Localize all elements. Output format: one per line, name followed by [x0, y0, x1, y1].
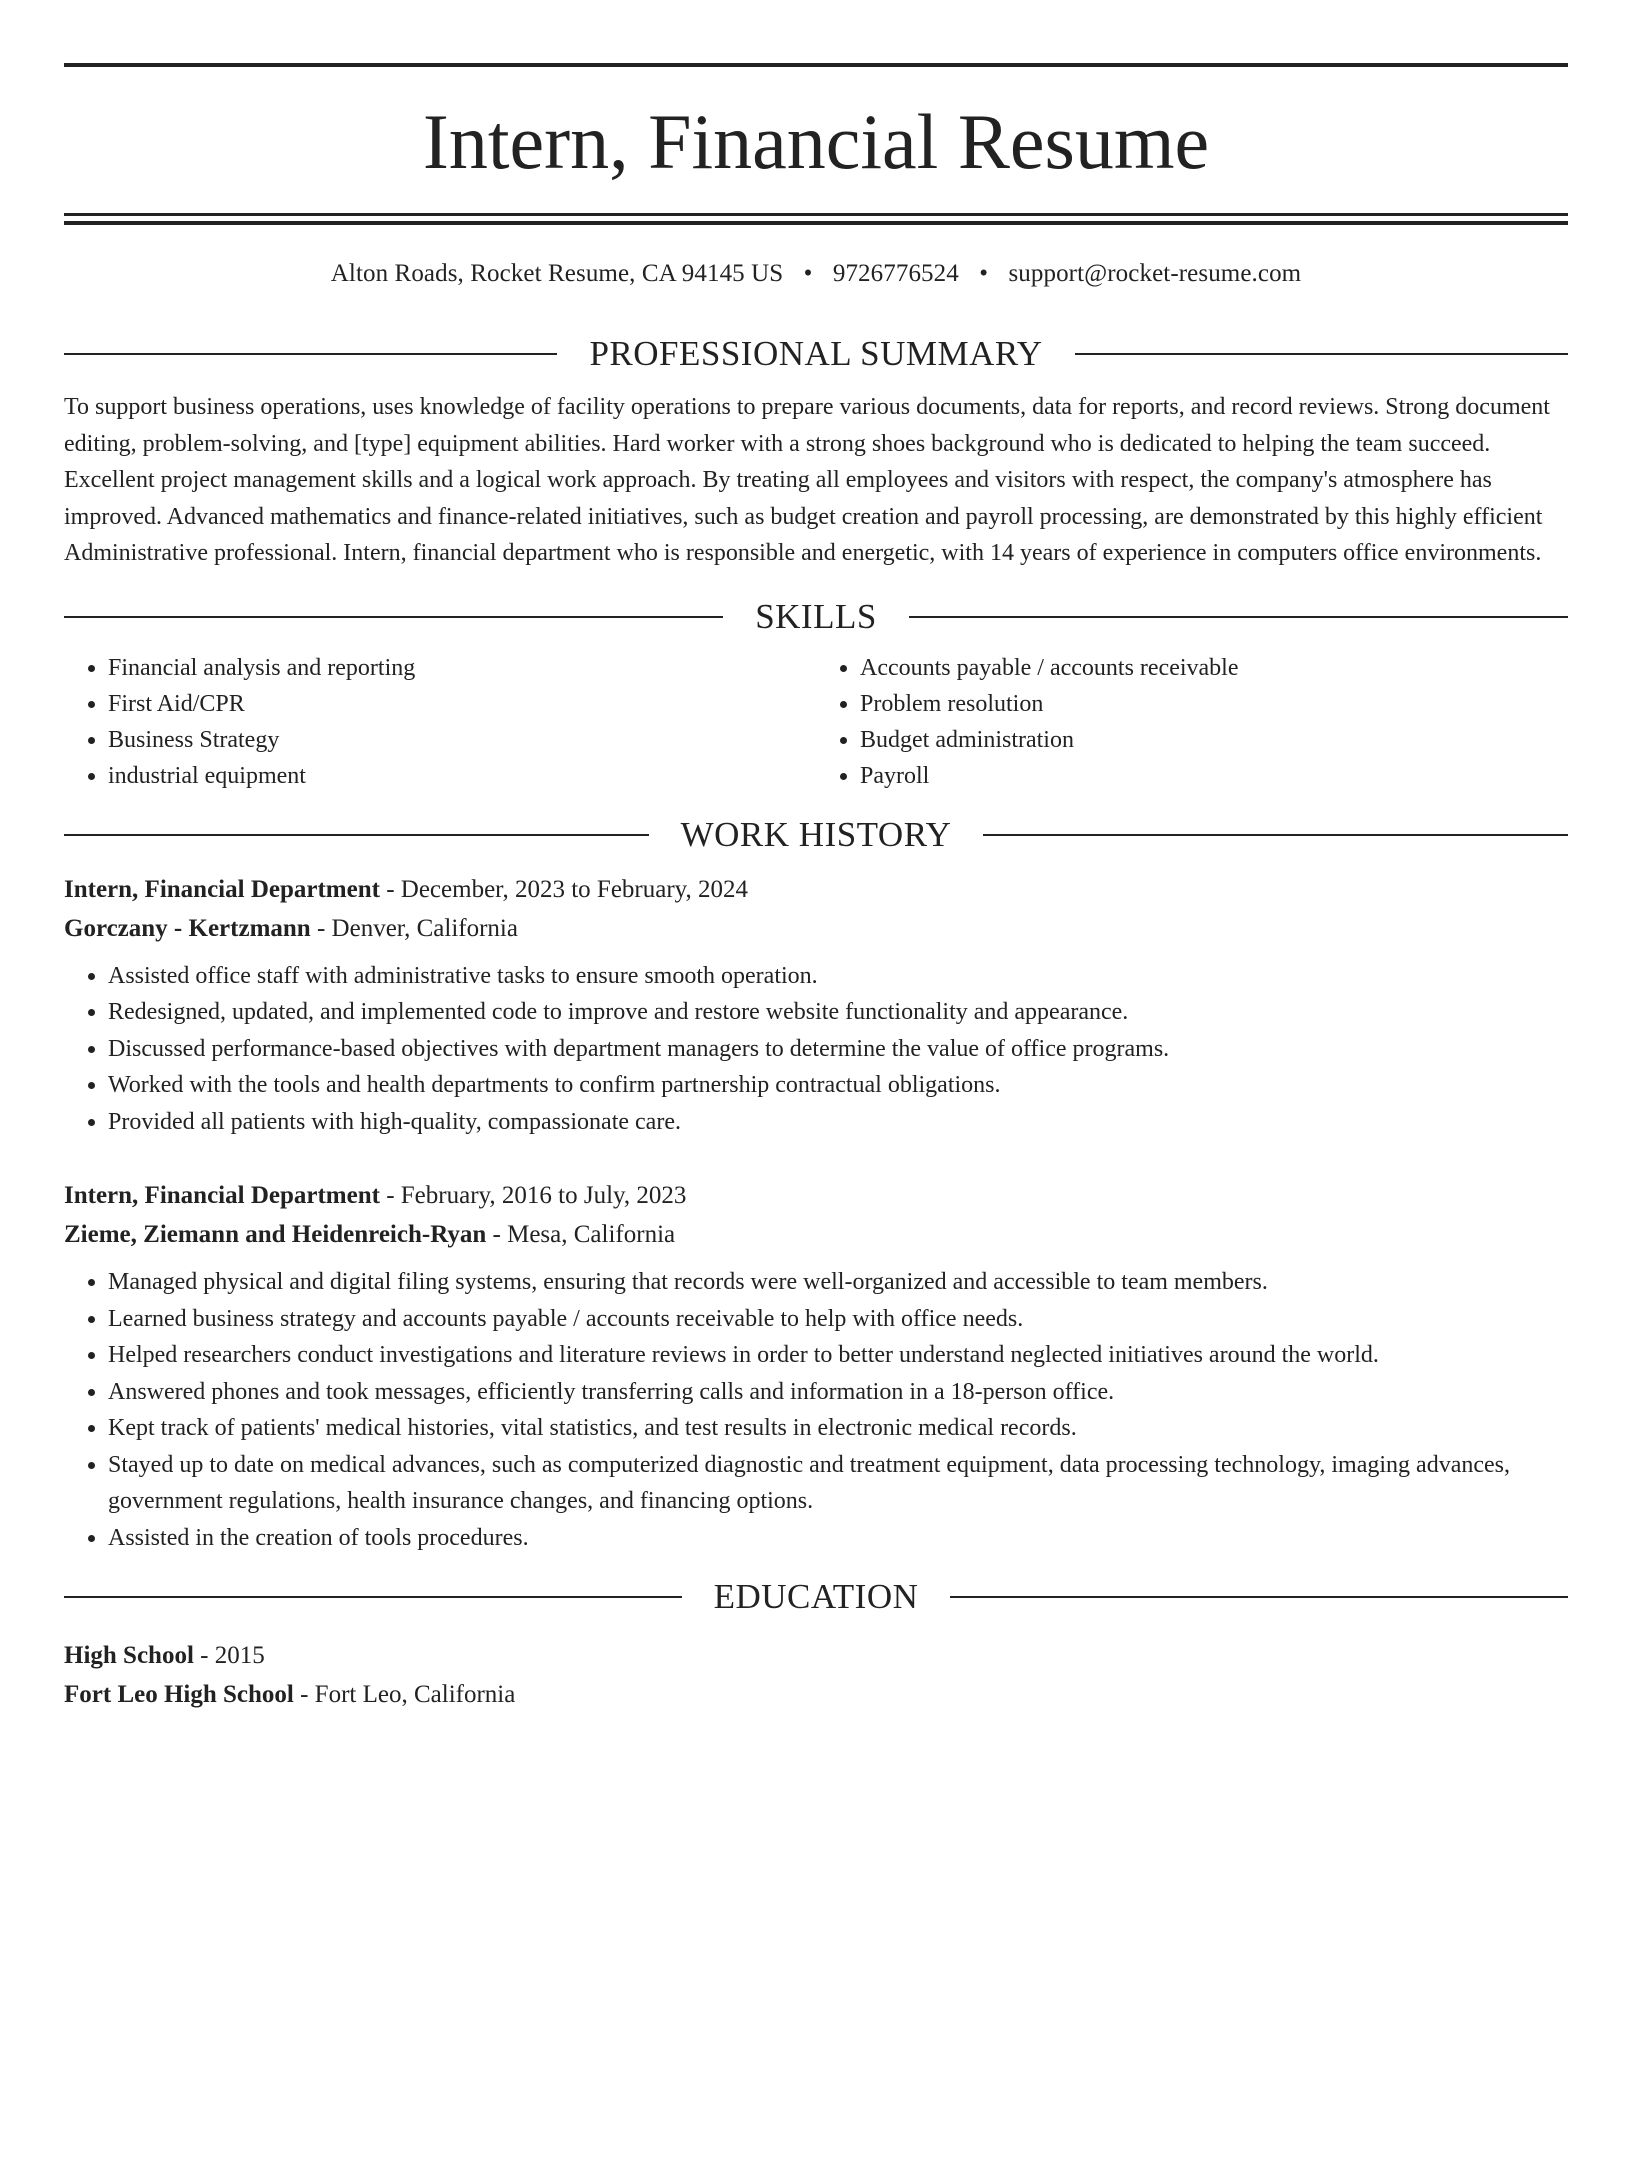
skill-item: • Budget administration — [860, 722, 1568, 758]
job-bullet: • Assisted in the creation of tools procedures. — [108, 1520, 1568, 1557]
job-bullet: • Worked with the tools and health departments to confirm partnership contractual obligations. — [108, 1067, 1568, 1104]
section-title: EDUCATION — [713, 1577, 919, 1616]
education-school-line — [64, 1675, 1568, 1714]
skill-item: • First Aid/CPR — [108, 686, 816, 722]
heading-rule — [64, 353, 557, 355]
job-bullet: • Answered phones and took messages, efficiently transferring calls and information in a 18-person office. — [108, 1374, 1568, 1411]
education-location: - Fort Leo, California — [293, 1681, 516, 1708]
job-location: - Denver, California — [310, 914, 518, 942]
job-title: Intern, Financial Department — [64, 875, 380, 903]
contact-phone: 9726776524 — [832, 260, 959, 287]
skill-item: • industrial equipment — [108, 758, 816, 794]
double-rule — [64, 213, 1568, 225]
job-entry — [64, 870, 1568, 1141]
education-degree: High School — [64, 1642, 194, 1669]
heading-rule — [909, 616, 1568, 618]
education-year: - 2015 — [193, 1642, 265, 1669]
job-bullet: • Learned business strategy and accounts payable / accounts receivable to help with office needs. — [108, 1301, 1568, 1338]
job-dates: - February, 2016 to July, 2023 — [379, 1182, 687, 1209]
contact-separator: • — [979, 260, 989, 287]
job-bullet: • Helped researchers conduct investigations and literature reviews in order to better understand neglected initiatives around the world. — [108, 1337, 1568, 1374]
section-heading-skills — [64, 596, 1568, 638]
contact-separator: • — [803, 260, 813, 287]
section-heading-summary — [64, 333, 1568, 375]
heading-rule — [983, 834, 1568, 836]
job-bullet: • Managed physical and digital filing systems, ensuring that records were well-organized and accessible to team members. — [108, 1264, 1568, 1301]
section-heading-work — [64, 814, 1568, 856]
top-rule — [64, 63, 1568, 67]
job-bullet: • Assisted office staff with administrative tasks to ensure smooth operation. — [108, 958, 1568, 995]
heading-rule — [64, 616, 723, 618]
job-bullet: • Provided all patients with high-quality, compassionate care. — [108, 1104, 1568, 1141]
skill-item: • Problem resolution — [860, 686, 1568, 722]
heading-rule — [64, 1596, 682, 1598]
heading-rule — [1075, 353, 1568, 355]
education-entry — [64, 1636, 1568, 1714]
job-bullet: • Kept track of patients' medical histories, vital statistics, and test results in electronic medical records. — [108, 1410, 1568, 1447]
resume-page — [0, 63, 1632, 2175]
heading-rule — [64, 834, 649, 836]
section-heading-education — [64, 1576, 1568, 1618]
section-title: SKILLS — [755, 596, 877, 636]
job-bullets — [64, 1264, 1568, 1556]
job-company: Zieme, Ziemann and Heidenreich-Ryan — [64, 1221, 487, 1248]
skills-column-right — [816, 650, 1568, 794]
skill-item: • Accounts payable / accounts receivable — [860, 650, 1568, 686]
job-entry — [64, 1176, 1568, 1556]
job-bullets — [64, 958, 1568, 1141]
job-title-line — [64, 1176, 1568, 1215]
job-title-line — [64, 870, 1568, 909]
skill-item: • Payroll — [860, 758, 1568, 794]
skill-item: • Financial analysis and reporting — [108, 650, 816, 686]
job-bullet: • Redesigned, updated, and implemented code to improve and restore website functionality and appearance. — [108, 994, 1568, 1031]
job-company-line — [64, 1215, 1568, 1254]
contact-address: Alton Roads, Rocket Resume, CA 94145 US — [330, 260, 784, 287]
job-bullet: • Discussed performance-based objectives with department managers to determine the value of office programs. — [108, 1031, 1568, 1068]
job-title: Intern, Financial Department — [64, 1182, 380, 1209]
job-bullet: • Stayed up to date on medical advances, such as computerized diagnostic and treatment equipment, data processing technology, imaging advances, government regulations, health insurance changes, and financing options. — [108, 1447, 1568, 1520]
contact-email: support@rocket-resume.com — [1008, 260, 1302, 287]
section-title: WORK HISTORY — [680, 814, 952, 854]
job-company-line — [64, 909, 1568, 948]
skill-item: • Business Strategy — [108, 722, 816, 758]
resume-title: Intern, Financial Resume — [422, 98, 1210, 185]
contact-line — [64, 259, 1568, 289]
education-degree-line — [64, 1636, 1568, 1675]
job-dates: - December, 2023 to February, 2024 — [379, 875, 749, 903]
skills-column-left — [64, 650, 816, 794]
education-school: Fort Leo High School — [64, 1681, 294, 1708]
job-company: Gorczany - Kertzmann — [64, 914, 311, 942]
section-title: PROFESSIONAL SUMMARY — [589, 334, 1043, 373]
heading-rule — [950, 1596, 1568, 1598]
summary-text: To support business operations, uses knowledge of facility operations to prepare various documents, data for reports, and record reviews. Strong document editing, problem-solving, and [type] equipment abilities. Hard worker with a strong shoes background who is dedicated to helping the team succeed. Excellent project management skills and a logical work approach. By treating all employees and visitors with respect, the company's atmosphere has improved. Advanced mathematics and finance-related initiatives, such as budget creation and payroll processing, are demonstrated by this highly efficient Administrative professional. Intern, financial department who is responsible and energetic, with 14 years of experience in computers office environments. — [64, 394, 1550, 566]
job-location: - Mesa, California — [486, 1221, 676, 1248]
skills-list — [64, 650, 1568, 794]
